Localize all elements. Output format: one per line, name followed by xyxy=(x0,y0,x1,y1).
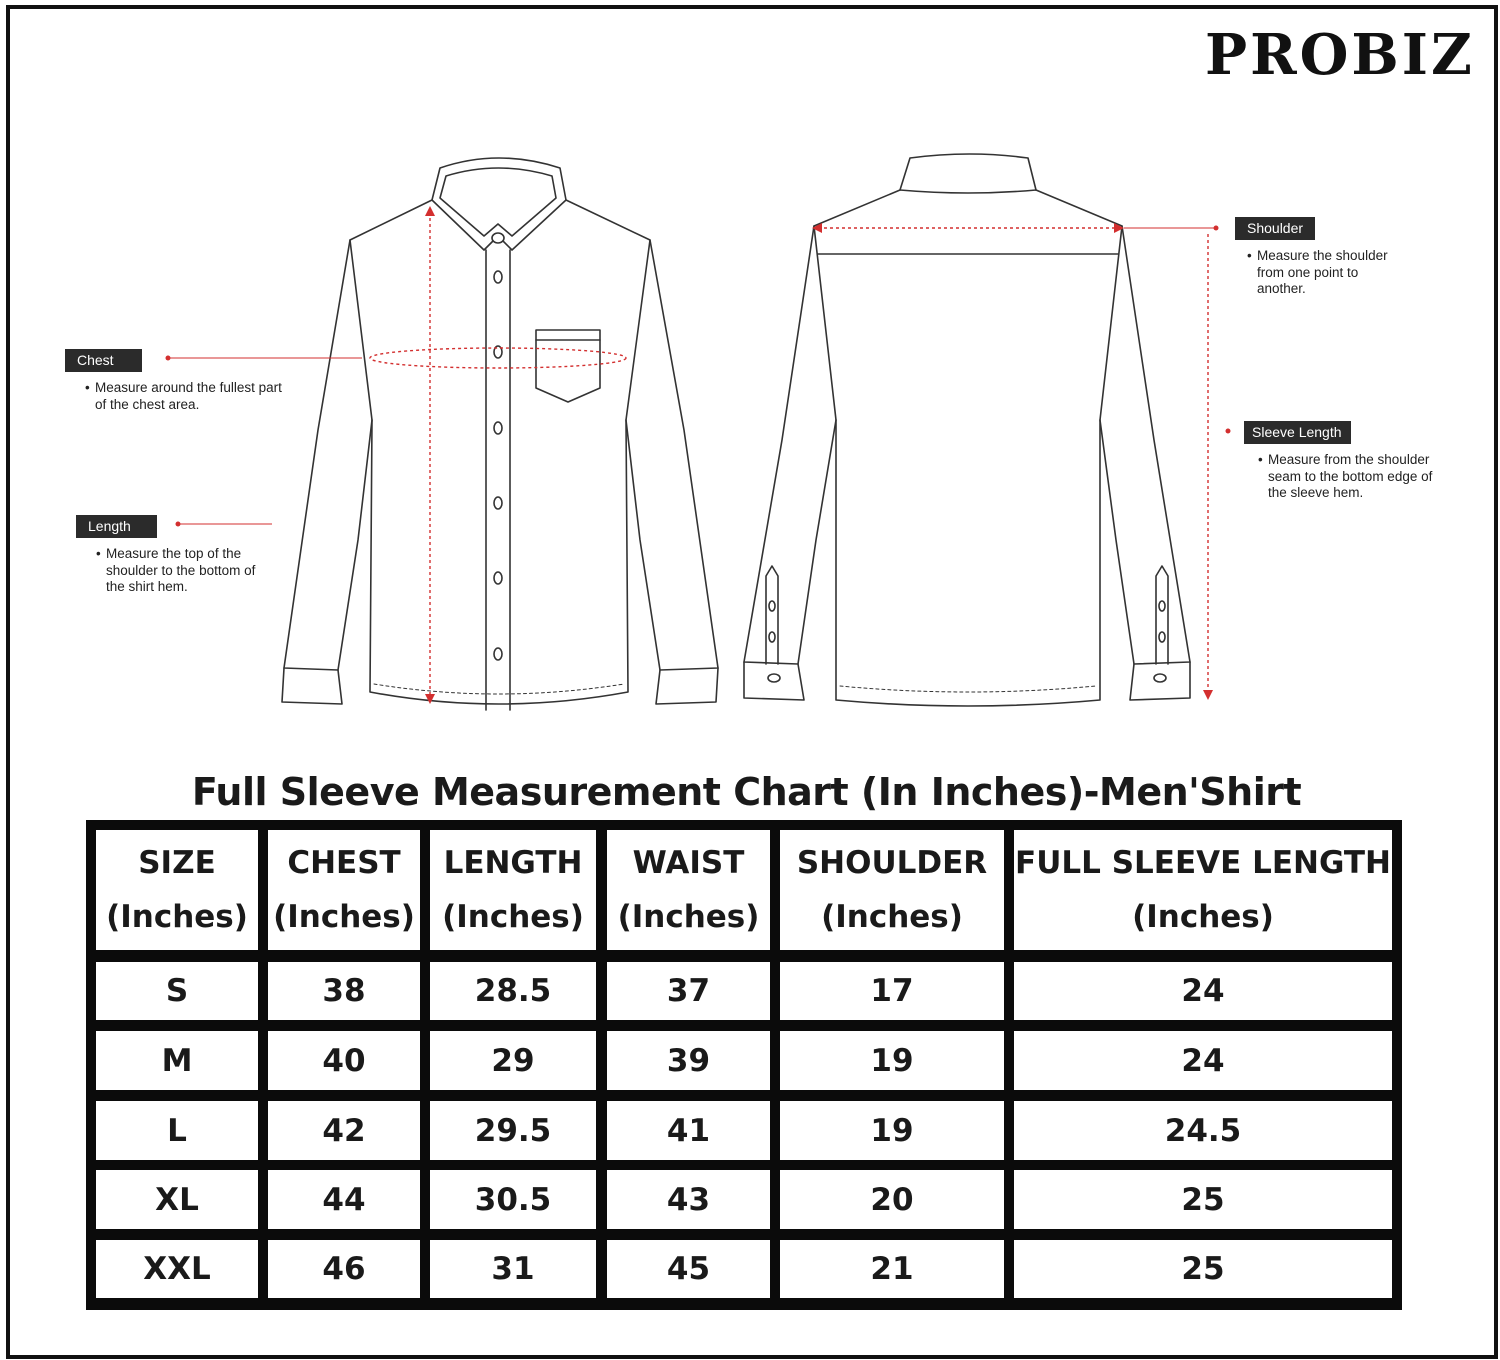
table-cell: 30.5 xyxy=(430,1170,596,1229)
callout-sleeve-length xyxy=(1244,421,1464,502)
table-cell: 45 xyxy=(607,1240,770,1298)
table-cell: 40 xyxy=(268,1031,420,1090)
column-header xyxy=(96,830,258,950)
callout-length-label: Length xyxy=(76,515,157,538)
table-cell: 41 xyxy=(607,1101,770,1160)
callout-shoulder xyxy=(1235,217,1415,298)
callout-shoulder-text: • Measure the shoulder from one point to another. xyxy=(1247,248,1397,298)
table-cell: 44 xyxy=(268,1170,420,1229)
table-cell: 42 xyxy=(268,1101,420,1160)
table-cell: 29 xyxy=(430,1031,596,1090)
table-cell: 43 xyxy=(607,1170,770,1229)
table-cell: 28.5 xyxy=(430,962,596,1020)
column-header xyxy=(1014,830,1392,950)
table-cell: 37 xyxy=(607,962,770,1020)
table-cell: 21 xyxy=(780,1240,1004,1298)
column-header-unit: (Inches) xyxy=(821,899,963,935)
back-shirt-icon xyxy=(744,154,1190,706)
callout-length-text: • Measure the top of the shoulder to the bottom of the shirt hem. xyxy=(96,546,256,596)
column-header-name: FULL SLEEVE LENGTH xyxy=(1015,845,1391,881)
table-cell: 25 xyxy=(1014,1170,1392,1229)
table-cell: 46 xyxy=(268,1240,420,1298)
table-cell: 19 xyxy=(780,1101,1004,1160)
column-header xyxy=(780,830,1004,950)
chart-title: Full Sleeve Measurement Chart (In Inches)-Men'Shirt xyxy=(191,770,1302,814)
column-header xyxy=(268,830,420,950)
column-header-unit: (Inches) xyxy=(273,899,415,935)
table-cell: 24 xyxy=(1014,1031,1392,1090)
table-row-size: XL xyxy=(96,1170,258,1229)
table-cell: 25 xyxy=(1014,1240,1392,1298)
column-header-name: SHOULDER xyxy=(796,845,988,881)
callout-shoulder-label: Shoulder xyxy=(1235,217,1315,240)
column-header-unit: (Inches) xyxy=(617,899,760,935)
brand-logo: PROBIZ xyxy=(1205,22,1475,88)
size-chart-table xyxy=(86,820,1402,1310)
column-header-unit: (Inches) xyxy=(106,899,248,935)
table-row-size: S xyxy=(96,962,258,1020)
table-cell: 29.5 xyxy=(430,1101,596,1160)
table-cell: 38 xyxy=(268,962,420,1020)
table-cell: 39 xyxy=(607,1031,770,1090)
callout-chest-text: • Measure around the fullest part of the chest area. xyxy=(85,380,295,413)
table-row-size: L xyxy=(96,1101,258,1160)
table-row-size: M xyxy=(96,1031,258,1090)
table-cell: 24 xyxy=(1014,962,1392,1020)
callout-sleeve-text: • Measure from the shoulder seam to the bottom edge of the sleeve hem. xyxy=(1258,452,1453,502)
callout-chest-label: Chest xyxy=(65,349,142,372)
table-cell: 19 xyxy=(780,1031,1004,1090)
table-cell: 20 xyxy=(780,1170,1004,1229)
callout-sleeve-label: Sleeve Length xyxy=(1244,421,1351,444)
callout-length xyxy=(76,515,276,596)
table-cell: 31 xyxy=(430,1240,596,1298)
table-cell: 17 xyxy=(780,962,1004,1020)
column-header-name: WAIST xyxy=(632,845,745,881)
column-header-unit: (Inches) xyxy=(442,899,584,935)
column-header-unit: (Inches) xyxy=(1132,899,1274,935)
column-header-name: CHEST xyxy=(287,845,401,881)
table-cell: 24.5 xyxy=(1014,1101,1392,1160)
callout-chest xyxy=(65,349,305,413)
column-header xyxy=(430,830,596,950)
column-header-name: SIZE xyxy=(138,845,216,881)
table-row-size: XXL xyxy=(96,1240,258,1298)
column-header-name: LENGTH xyxy=(443,845,583,881)
column-header xyxy=(607,830,770,950)
